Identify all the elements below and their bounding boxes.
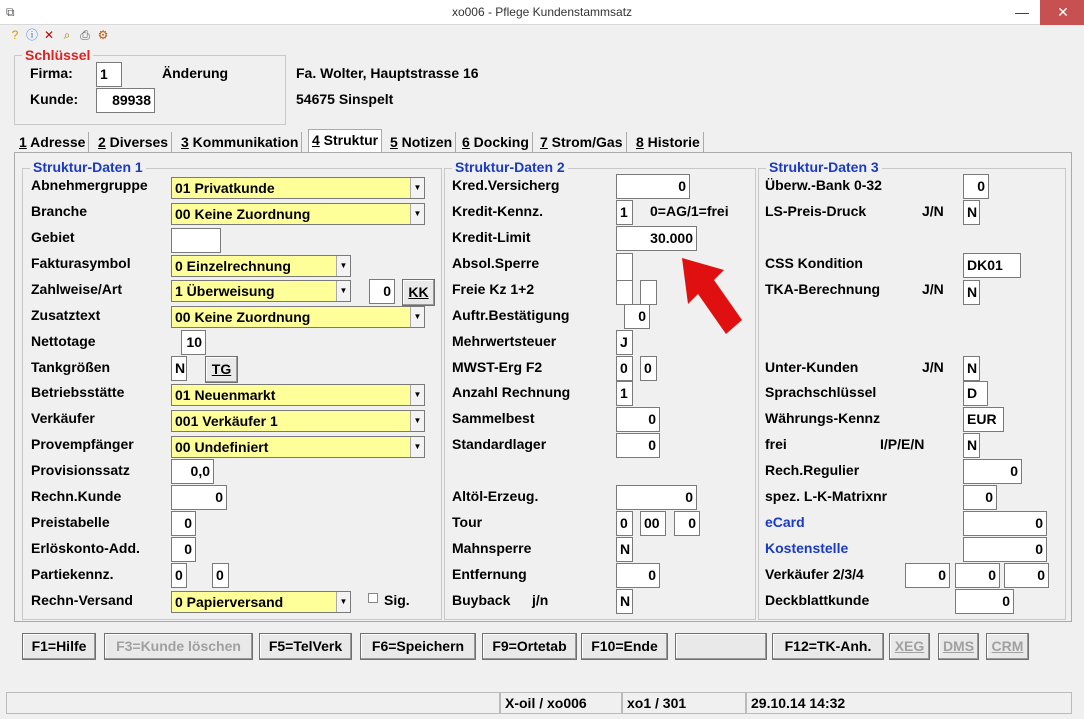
- kredversicherg-label: Kred.Versicherg: [452, 177, 560, 193]
- rechregulier-field[interactable]: 0: [963, 459, 1022, 484]
- provisionssatz-field[interactable]: 0,0: [171, 459, 214, 484]
- ueberwbank-label: Überw.-Bank 0-32: [765, 177, 882, 193]
- red-arrow-annotation: [678, 256, 744, 336]
- kunde-field[interactable]: 89938: [96, 88, 155, 113]
- mode-label: Änderung: [162, 65, 229, 81]
- chevron-down-icon[interactable]: ▼: [410, 437, 424, 457]
- chevron-down-icon[interactable]: ▼: [336, 281, 350, 301]
- standardlager-label: Standardlager: [452, 436, 547, 452]
- address-line1: Fa. Wolter, Hauptstrasse 16: [296, 65, 479, 81]
- sammelbest-label: Sammelbest: [452, 410, 535, 426]
- tka-field[interactable]: N: [963, 280, 980, 305]
- abnehmergruppe-select[interactable]: [171, 177, 425, 199]
- fakturasymbol-value: 0 Einzelrechnung: [175, 258, 291, 274]
- entfernung-label: Entfernung: [452, 566, 527, 582]
- tab-adresse[interactable]: 1 Adresse: [16, 132, 89, 152]
- struktur-daten-2-legend: Struktur-Daten 2: [452, 159, 568, 175]
- erloeskonto-field[interactable]: 0: [171, 537, 196, 562]
- buyback-label: Buyback: [452, 592, 511, 608]
- kk-button[interactable]: KK: [402, 279, 435, 306]
- absolsperre-field[interactable]: [616, 253, 633, 281]
- speichern-button[interactable]: F6=Speichern: [360, 633, 476, 660]
- dms-button[interactable]: DMS: [938, 633, 979, 660]
- tankgroessen-field[interactable]: N: [171, 356, 187, 381]
- zahlweise-number-field[interactable]: 0: [369, 279, 395, 304]
- toolbar: [0, 25, 1084, 45]
- tka-hint: J/N: [922, 281, 944, 297]
- entfernung-field[interactable]: 0: [616, 563, 660, 588]
- search-icon[interactable]: ⌕: [63, 28, 71, 42]
- frei-field[interactable]: N: [963, 433, 980, 458]
- tab-docking[interactable]: 6 Docking: [459, 132, 533, 152]
- rechnversand-select[interactable]: [171, 591, 351, 613]
- hilfe-button[interactable]: F1=Hilfe: [22, 633, 96, 660]
- verkaeufer-value: 001 Verkäufer 1: [175, 413, 278, 429]
- chevron-down-icon[interactable]: ▼: [410, 178, 424, 198]
- xeg-button[interactable]: XEG: [889, 633, 930, 660]
- chevron-down-icon[interactable]: ▼: [336, 592, 350, 612]
- status-empty: [6, 692, 500, 714]
- anzahlrechnung-field[interactable]: 1: [616, 381, 633, 406]
- absolsperre-label: Absol.Sperre: [452, 255, 540, 271]
- deckblatt-label: Deckblattkunde: [765, 592, 870, 608]
- window-title: xo006 - Pflege Kundenstammsatz: [451, 5, 633, 19]
- chevron-down-icon[interactable]: ▼: [410, 307, 424, 327]
- altoel-field[interactable]: 0: [616, 485, 697, 510]
- kunde-loeschen-button[interactable]: F3=Kunde löschen: [104, 633, 253, 660]
- provempfaenger-label: Provempfänger: [31, 436, 134, 452]
- preistabelle-field[interactable]: 0: [171, 511, 196, 536]
- frei-hint: I/P/E/N: [880, 436, 925, 452]
- status-app: X-oil / xo006: [500, 692, 622, 714]
- provisionssatz-label: Provisionssatz: [31, 462, 130, 478]
- buyback-field[interactable]: N: [616, 589, 633, 614]
- lspreis-hint: J/N: [922, 203, 944, 219]
- matrix-label: spez. L-K-Matrixnr: [765, 488, 888, 504]
- nettotage-field[interactable]: 10: [181, 330, 206, 355]
- crm-button[interactable]: CRM: [986, 633, 1029, 660]
- partiekennz-label: Partiekennz.: [31, 566, 114, 582]
- zusatztext-select[interactable]: [171, 306, 425, 328]
- tab-strom-gas[interactable]: 7 Strom/Gas: [537, 132, 627, 152]
- tab-historie[interactable]: 8 Historie: [633, 132, 704, 152]
- lspreis-label: LS-Preis-Druck: [765, 203, 867, 219]
- chevron-down-icon[interactable]: ▼: [410, 204, 424, 224]
- ecard-field[interactable]: 0: [963, 511, 1047, 536]
- kreditkennz-label: Kredit-Kennz.: [452, 203, 543, 219]
- tools-icon[interactable]: ⚙: [97, 28, 109, 42]
- matrix-field[interactable]: 0: [963, 485, 997, 510]
- ueberwbank-field[interactable]: 0: [963, 174, 989, 199]
- verkaeufer-select[interactable]: [171, 410, 425, 432]
- verkaeufer-label: Verkäufer: [31, 410, 95, 426]
- tg-button[interactable]: TG: [205, 356, 238, 383]
- mahnsperre-field[interactable]: N: [616, 537, 633, 562]
- preistabelle-label: Preistabelle: [31, 514, 110, 530]
- app-icon: ⧉: [6, 5, 15, 19]
- fakturasymbol-label: Fakturasymbol: [31, 255, 131, 271]
- mwst-label: Mehrwertsteuer: [452, 333, 557, 349]
- ecard-label: eCard: [765, 514, 805, 530]
- mahnsperre-label: Mahnsperre: [452, 540, 532, 556]
- mwsterg-field-2[interactable]: 0: [640, 356, 657, 381]
- abnehmergruppe-label: Abnehmergruppe: [31, 177, 148, 193]
- betriebsstaette-value: 01 Neuenmarkt: [175, 387, 276, 403]
- verkaeufer234-label: Verkäufer 2/3/4: [765, 566, 864, 582]
- minimize-button[interactable]: —: [1015, 4, 1029, 20]
- tankgroessen-label: Tankgrößen: [31, 359, 111, 375]
- lspreis-field[interactable]: N: [963, 200, 980, 225]
- sig-checkbox[interactable]: [368, 593, 378, 603]
- mwsterg-label: MWST-Erg F2: [452, 359, 543, 375]
- buyback-hint: j/n: [532, 592, 549, 608]
- freiekz-label: Freie Kz 1+2: [452, 281, 535, 297]
- branche-value: 00 Keine Zuordnung: [175, 206, 311, 222]
- empty-button[interactable]: [675, 633, 767, 660]
- telverk-button[interactable]: F5=TelVerk: [259, 633, 352, 660]
- kreditlimit-label: Kredit-Limit: [452, 229, 531, 245]
- branche-label: Branche: [31, 203, 88, 219]
- freiekz-field-1[interactable]: [616, 280, 633, 305]
- ortetab-button[interactable]: F9=Ortetab: [482, 633, 577, 660]
- verkaeufer3-field[interactable]: 0: [955, 563, 1000, 588]
- tab-kommunikation[interactable]: 3 Kommunikation: [178, 132, 302, 152]
- mwst-field[interactable]: J: [616, 330, 633, 355]
- firma-field[interactable]: 1: [96, 62, 122, 87]
- anzahlrechnung-label: Anzahl Rechnung: [452, 384, 571, 400]
- kreditlimit-field[interactable]: 30.000: [616, 226, 697, 251]
- deckblatt-field[interactable]: 0: [955, 589, 1014, 614]
- tour-field-3[interactable]: 0: [674, 511, 700, 536]
- altoel-label: Altöl-Erzeug.: [452, 488, 539, 504]
- standardlager-field[interactable]: 0: [616, 433, 660, 458]
- sammelbest-field[interactable]: 0: [616, 407, 660, 432]
- print-icon[interactable]: ⎙: [80, 28, 90, 42]
- zusatztext-value: 00 Keine Zuordnung: [175, 309, 311, 325]
- frei-label: frei: [765, 436, 787, 452]
- csskond-field[interactable]: DK01: [963, 253, 1021, 278]
- rechregulier-label: Rech.Regulier: [765, 462, 860, 478]
- delete-icon[interactable]: ✕: [43, 28, 55, 42]
- kreditkennz-field[interactable]: 1: [616, 200, 633, 225]
- rechnkunde-label: Rechn.Kunde: [31, 488, 122, 504]
- freiekz-field-2[interactable]: [640, 280, 657, 305]
- sig-label: Sig.: [384, 592, 410, 608]
- provempfaenger-select[interactable]: [171, 436, 425, 458]
- sprache-field[interactable]: D: [963, 381, 988, 406]
- chevron-down-icon[interactable]: ▼: [410, 385, 424, 405]
- tab-diverses[interactable]: 2 Diverses: [95, 132, 172, 152]
- betriebsstaette-select[interactable]: [171, 384, 425, 406]
- rechnversand-label: Rechn-Versand: [31, 592, 133, 608]
- unterkunden-field[interactable]: N: [963, 356, 980, 381]
- firma-label: Firma:: [30, 65, 73, 81]
- schluessel-legend: Schlüssel: [22, 47, 93, 63]
- kunde-label: Kunde:: [30, 91, 79, 107]
- unterkunden-hint: J/N: [922, 359, 944, 375]
- chevron-down-icon[interactable]: ▼: [410, 411, 424, 431]
- struktur-daten-1-legend: Struktur-Daten 1: [30, 159, 146, 175]
- auftrbest-field[interactable]: 0: [624, 304, 650, 329]
- struktur-daten-3-legend: Struktur-Daten 3: [766, 159, 882, 175]
- zusatztext-label: Zusatztext: [31, 307, 101, 323]
- status-datetime: 29.10.14 14:32: [746, 692, 1072, 714]
- rechnversand-value: 0 Papierversand: [175, 594, 284, 610]
- erloeskonto-label: Erlöskonto-Add.: [31, 540, 140, 556]
- tab-notizen[interactable]: 5 Notizen: [387, 132, 456, 152]
- nettotage-label: Nettotage: [31, 333, 96, 349]
- info-icon[interactable]: ⓘ: [25, 28, 38, 42]
- betriebsstaette-label: Betriebsstätte: [31, 384, 125, 400]
- gebiet-field[interactable]: [171, 228, 221, 253]
- zahlweise-select[interactable]: [171, 280, 351, 302]
- ende-button[interactable]: F10=Ende: [581, 633, 668, 660]
- branche-select[interactable]: [171, 203, 425, 225]
- tab-struktur[interactable]: 4 Struktur: [308, 129, 382, 153]
- partiekennz-field-1[interactable]: 0: [171, 563, 187, 588]
- gebiet-label: Gebiet: [31, 229, 75, 245]
- sprache-label: Sprachschlüssel: [765, 384, 877, 400]
- kostenstelle-field[interactable]: 0: [963, 537, 1047, 562]
- tka-label: TKA-Berechnung: [765, 281, 881, 297]
- zahlweise-label: Zahlweise/Art: [31, 281, 123, 297]
- verkaeufer2-field[interactable]: 0: [905, 563, 950, 588]
- close-button[interactable]: ✕: [1040, 0, 1084, 25]
- status-user: xo1 / 301: [622, 692, 746, 714]
- tour-label: Tour: [452, 514, 483, 530]
- fakturasymbol-select[interactable]: [171, 255, 351, 277]
- rechnkunde-field[interactable]: 0: [171, 485, 227, 510]
- verkaeufer4-field[interactable]: 0: [1004, 563, 1049, 588]
- kredversicherg-field[interactable]: 0: [616, 174, 690, 199]
- csskond-label: CSS Kondition: [765, 255, 863, 271]
- address-line2: 54675 Sinspelt: [296, 91, 394, 107]
- auftrbest-label: Auftr.Bestätigung: [452, 307, 570, 323]
- tour-field-1[interactable]: 0: [616, 511, 633, 536]
- waehrung-field[interactable]: EUR: [963, 407, 1004, 432]
- tk-anh-button[interactable]: F12=TK-Anh.: [772, 633, 884, 660]
- kreditkennz-hint: 0=AG/1=frei: [650, 203, 729, 219]
- tour-field-2[interactable]: 00: [640, 511, 666, 536]
- mwsterg-field-1[interactable]: 0: [616, 356, 633, 381]
- help-icon[interactable]: ?: [11, 28, 19, 42]
- partiekennz-field-2[interactable]: 0: [212, 563, 229, 588]
- unterkunden-label: Unter-Kunden: [765, 359, 859, 375]
- abnehmergruppe-value: 01 Privatkunde: [175, 180, 275, 196]
- kostenstelle-label: Kostenstelle: [765, 540, 849, 556]
- chevron-down-icon[interactable]: ▼: [336, 256, 350, 276]
- waehrung-label: Währungs-Kennz: [765, 410, 881, 426]
- provempfaenger-value: 00 Undefiniert: [175, 439, 269, 455]
- zahlweise-value: 1 Überweisung: [175, 283, 275, 299]
